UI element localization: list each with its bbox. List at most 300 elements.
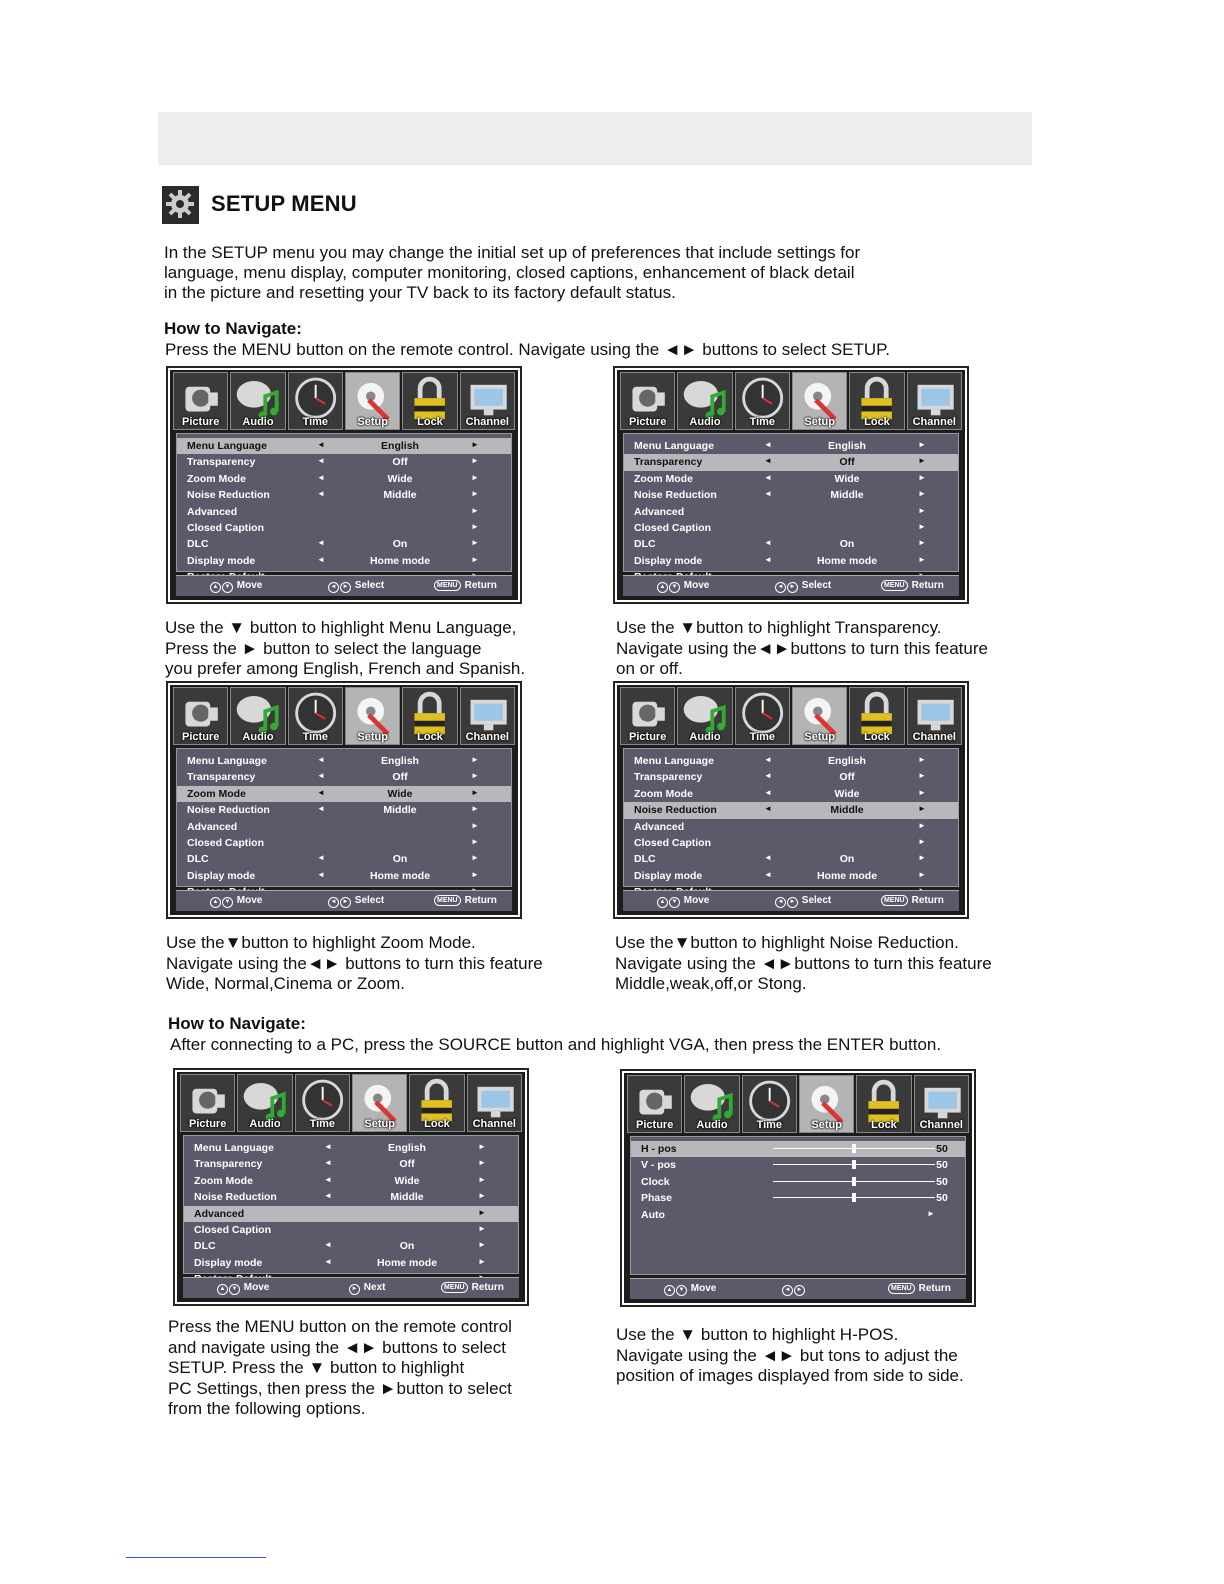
tab-time[interactable] [735, 687, 790, 745]
right-arrow-icon[interactable]: ► [918, 521, 926, 531]
right-arrow-icon[interactable]: ► [471, 771, 479, 781]
menu-row-value: English [381, 440, 419, 452]
right-arrow-icon[interactable]: ► [471, 538, 479, 548]
up-arrow-icon: ▲ [210, 582, 221, 593]
left-arrow-icon[interactable]: ◄ [317, 771, 325, 781]
tab-label: Audio [689, 731, 721, 743]
right-arrow-icon[interactable]: ► [471, 554, 479, 564]
tab-label: Lock [871, 1119, 897, 1131]
right-arrow-icon: ► [349, 1284, 360, 1295]
pc-row-label: Clock [641, 1175, 670, 1188]
menu-row[interactable] [624, 802, 958, 818]
tab-time[interactable] [295, 1074, 350, 1132]
left-arrow-icon[interactable]: ◄ [764, 771, 772, 781]
menu-key-icon: MENU [441, 1282, 468, 1293]
tab-picture[interactable] [180, 1074, 235, 1132]
menu-row[interactable] [184, 1222, 518, 1238]
tab-lock[interactable] [402, 687, 457, 745]
tab-channel[interactable] [907, 687, 962, 745]
menu-row[interactable] [624, 520, 958, 536]
tab-label: Channel [472, 1118, 516, 1130]
menu-tabs [180, 1074, 522, 1132]
menu-row[interactable] [177, 802, 511, 818]
left-arrow-icon[interactable]: ◄ [764, 869, 772, 879]
right-arrow-icon[interactable]: ► [918, 505, 926, 515]
right-arrow-icon[interactable]: ► [471, 853, 479, 863]
right-arrow-icon[interactable]: ► [918, 787, 926, 797]
tab-channel[interactable] [907, 372, 962, 430]
right-arrow-icon[interactable]: ► [478, 1207, 486, 1217]
right-arrow-icon[interactable]: ► [918, 440, 926, 449]
menu-key-icon: MENU [881, 580, 908, 591]
pc-row-value: 50 [936, 1192, 948, 1205]
tab-picture[interactable] [620, 372, 675, 430]
menu-row-value: Home mode [369, 554, 431, 567]
menu-row-label: Zoom Mode [187, 787, 246, 800]
menu-row-label: Closed Caption [634, 521, 712, 534]
menu-footer [176, 890, 512, 911]
menu-row-label: Transparency [634, 456, 703, 469]
menu-row-value: On [399, 1240, 415, 1253]
right-arrow-icon[interactable]: ► [471, 804, 479, 814]
menu-tabs [627, 1075, 969, 1133]
tab-audio[interactable] [677, 687, 732, 745]
menu-row[interactable] [177, 504, 511, 520]
tab-label: Setup [364, 1118, 395, 1130]
tv-frame [177, 1072, 525, 1302]
menu-row[interactable] [624, 769, 958, 785]
right-arrow-icon[interactable]: ► [478, 1256, 486, 1266]
menu-panel [176, 748, 512, 887]
tab-channel[interactable] [467, 1074, 522, 1132]
right-arrow-icon[interactable]: ► [471, 489, 479, 499]
left-arrow-icon[interactable]: ◄ [324, 1256, 332, 1266]
right-arrow-icon[interactable]: ► [471, 521, 479, 531]
tab-lock[interactable] [856, 1075, 911, 1133]
menu-row[interactable] [177, 520, 511, 536]
tab-label: Channel [912, 731, 956, 743]
right-arrow-icon[interactable]: ► [478, 1223, 486, 1233]
pc-row-label: H - pos [641, 1143, 677, 1155]
menu-row-value: Wide [387, 787, 413, 800]
menu-row-label: Menu Language [634, 755, 714, 767]
right-arrow-icon[interactable]: ► [918, 853, 926, 863]
tab-audio[interactable] [230, 687, 285, 745]
tab-picture[interactable] [627, 1075, 682, 1133]
menu-row-label: Noise Reduction [187, 804, 270, 817]
tab-label: Picture [182, 416, 220, 428]
left-arrow-icon[interactable]: ◄ [764, 554, 772, 564]
left-arrow-icon[interactable]: ◄ [317, 869, 325, 879]
right-arrow-icon[interactable]: ► [918, 820, 926, 830]
right-arrow-icon[interactable]: ► [471, 869, 479, 879]
menu-row-label: Noise Reduction [634, 489, 717, 502]
tab-label: Picture [182, 731, 220, 743]
menu-row[interactable] [624, 868, 958, 884]
caption-transparency: Use the ▼button to highlight Transparency. Navigate using the◄►buttons to turn this feature on or off. [616, 618, 988, 678]
tab-label: Lock [424, 1118, 450, 1130]
right-arrow-icon[interactable]: ► [471, 440, 479, 449]
slider-knob[interactable] [852, 1193, 856, 1202]
right-arrow-icon[interactable]: ► [918, 804, 926, 814]
select-hint [775, 895, 831, 908]
menu-row[interactable] [624, 487, 958, 503]
footer-rule [126, 1557, 266, 1558]
move-label: Move [236, 895, 263, 906]
menu-row-value: Middle [830, 489, 864, 502]
tab-label: Time [302, 416, 329, 428]
tab-setup[interactable] [345, 687, 400, 745]
menu-row[interactable] [177, 786, 511, 802]
right-arrow-icon[interactable]: ► [478, 1174, 486, 1184]
tab-picture[interactable] [173, 687, 228, 745]
menu-row[interactable] [184, 1255, 518, 1271]
move-hint [217, 1282, 269, 1295]
menu-row[interactable] [184, 1156, 518, 1172]
menu-row[interactable] [184, 1206, 518, 1222]
menu-row-value: Home mode [369, 869, 431, 882]
menu-row-label: Zoom Mode [187, 472, 246, 485]
right-arrow-icon[interactable]: ► [918, 456, 926, 466]
move-label: Move [690, 1283, 717, 1294]
caption-noise-reduction: Use the▼button to highlight Noise Reduction. Navigate using the ◄►buttons to turn this feature Middle,weak,off,or Stong. [615, 933, 992, 993]
tab-picture[interactable] [173, 372, 228, 430]
down-arrow-icon: ▼ [229, 1284, 240, 1295]
right-arrow-icon[interactable]: ► [471, 820, 479, 830]
tab-time[interactable] [288, 372, 343, 430]
nav-heading-1: How to Navigate: [164, 319, 302, 338]
up-arrow-icon: ▲ [210, 897, 221, 908]
left-arrow-icon[interactable]: ◄ [764, 489, 772, 499]
select-label: Select [801, 580, 832, 591]
menu-row-label: Closed Caption [187, 521, 265, 534]
menu-row-value: Off [839, 456, 855, 469]
right-arrow-icon[interactable]: ► [471, 472, 479, 482]
right-arrow-icon[interactable]: ► [471, 505, 479, 515]
menu-panel [630, 1136, 966, 1275]
menu-footer [176, 575, 512, 596]
right-arrow-icon: ► [794, 1285, 805, 1296]
menu-row[interactable] [624, 753, 958, 769]
menu-row[interactable] [177, 819, 511, 835]
tab-label: Channel [465, 731, 509, 743]
menu-row-label: Zoom Mode [634, 472, 693, 485]
tab-setup[interactable] [799, 1075, 854, 1133]
select-hint [775, 580, 831, 593]
slider-knob[interactable] [852, 1177, 856, 1186]
slider-knob[interactable] [852, 1144, 856, 1153]
left-arrow-icon[interactable]: ◄ [317, 853, 325, 863]
down-arrow-icon: ▼ [669, 897, 680, 908]
tab-setup[interactable] [792, 687, 847, 745]
move-label: Move [683, 580, 710, 591]
return-label: Return [911, 580, 944, 591]
menu-footer [630, 1278, 966, 1299]
tv-menu-3 [166, 681, 522, 919]
select-label: Select [354, 580, 385, 591]
left-arrow-icon[interactable]: ◄ [324, 1240, 332, 1250]
left-arrow-icon[interactable]: ◄ [317, 440, 325, 449]
menu-row-label: Closed Caption [187, 836, 265, 849]
left-arrow-icon[interactable]: ◄ [317, 538, 325, 548]
menu-row[interactable] [624, 471, 958, 487]
menu-row-label: Closed Caption [194, 1223, 272, 1236]
left-arrow-icon[interactable]: ◄ [324, 1191, 332, 1201]
left-arrow-icon[interactable]: ◄ [764, 804, 772, 814]
menu-row-value: On [839, 538, 855, 551]
right-arrow-icon[interactable]: ► [478, 1142, 486, 1151]
caption-pc-settings: Press the MENU button on the remote control and navigate using the ◄► buttons to select SETUP. Press the ▼ button to highlight PC Settings, then press the ►button to select from the following options. [168, 1317, 512, 1418]
tab-label: Picture [629, 416, 667, 428]
tab-audio[interactable] [237, 1074, 292, 1132]
tab-audio[interactable] [684, 1075, 739, 1133]
menu-row[interactable] [624, 454, 958, 470]
pc-row-value: 50 [936, 1159, 948, 1172]
menu-key-icon: MENU [888, 1283, 915, 1294]
menu-row-label: Menu Language [187, 440, 267, 452]
menu-row[interactable] [177, 438, 511, 454]
left-arrow-icon[interactable]: ◄ [317, 554, 325, 564]
return-hint [881, 580, 944, 591]
menu-row[interactable] [177, 753, 511, 769]
tab-audio[interactable] [230, 372, 285, 430]
left-arrow-icon[interactable]: ◄ [764, 755, 772, 764]
left-arrow-icon[interactable]: ◄ [764, 538, 772, 548]
right-arrow-icon[interactable]: ► [918, 554, 926, 564]
tab-setup[interactable] [792, 372, 847, 430]
menu-row[interactable] [177, 835, 511, 851]
move-hint [664, 1283, 716, 1296]
menu-row[interactable] [184, 1238, 518, 1254]
tab-time[interactable] [742, 1075, 797, 1133]
menu-row[interactable] [624, 851, 958, 867]
right-arrow-icon[interactable]: ► [918, 472, 926, 482]
pc-row-auto[interactable] [631, 1207, 965, 1223]
menu-row-value: Off [392, 771, 408, 784]
caption-zoom-mode: Use the▼button to highlight Zoom Mode. Navigate using the◄► buttons to turn this feature Wide, Normal,Cinema or Zoom. [166, 933, 543, 993]
tab-time[interactable] [288, 687, 343, 745]
up-arrow-icon: ▲ [664, 1285, 675, 1296]
left-arrow-icon[interactable]: ◄ [764, 456, 772, 466]
menu-row-label: Transparency [187, 456, 256, 469]
right-arrow-icon[interactable]: ► [471, 836, 479, 846]
menu-row[interactable] [177, 769, 511, 785]
right-arrow-icon: ► [340, 582, 351, 593]
menu-row-label: Menu Language [187, 755, 267, 767]
left-arrow-icon[interactable]: ◄ [764, 472, 772, 482]
menu-panel [623, 748, 959, 887]
menu-row-label: Transparency [187, 771, 256, 784]
tab-channel[interactable] [460, 687, 515, 745]
menu-row-label: Advanced [187, 505, 238, 518]
menu-row[interactable] [177, 851, 511, 867]
menu-tabs [173, 687, 515, 745]
menu-footer [183, 1277, 519, 1298]
left-arrow-icon[interactable]: ◄ [317, 472, 325, 482]
right-arrow-icon[interactable]: ► [918, 489, 926, 499]
left-arrow-icon[interactable]: ◄ [324, 1174, 332, 1184]
tab-setup[interactable] [345, 372, 400, 430]
left-arrow-icon[interactable]: ◄ [317, 804, 325, 814]
left-arrow-icon[interactable]: ◄ [764, 853, 772, 863]
down-arrow-icon: ▼ [676, 1285, 687, 1296]
menu-row-label: Menu Language [634, 440, 714, 452]
menu-row-label: DLC [187, 538, 209, 551]
nav-heading-2: How to Navigate: [168, 1014, 306, 1033]
menu-row-label: DLC [194, 1240, 216, 1253]
left-arrow-icon[interactable]: ◄ [317, 489, 325, 499]
right-arrow-icon[interactable]: ► [918, 869, 926, 879]
tab-lock[interactable] [409, 1074, 464, 1132]
tab-label: Setup [804, 416, 835, 428]
left-arrow-icon[interactable]: ◄ [317, 787, 325, 797]
right-arrow-icon[interactable]: ► [478, 1240, 486, 1250]
menu-row[interactable] [177, 454, 511, 470]
menu-row-value: Middle [383, 489, 417, 502]
menu-row-label: Display mode [634, 869, 703, 882]
menu-row[interactable] [184, 1173, 518, 1189]
menu-row[interactable] [624, 553, 958, 569]
left-arrow-icon: ◄ [782, 1285, 793, 1296]
right-arrow-icon[interactable]: ► [471, 456, 479, 466]
move-hint [210, 580, 262, 593]
return-hint [434, 895, 497, 906]
menu-row[interactable] [624, 786, 958, 802]
left-arrow-icon[interactable]: ◄ [317, 456, 325, 466]
menu-panel [176, 433, 512, 572]
left-arrow-icon[interactable]: ◄ [324, 1158, 332, 1168]
menu-row[interactable] [177, 868, 511, 884]
menu-row[interactable] [177, 471, 511, 487]
menu-row-value: Home mode [376, 1256, 438, 1269]
tv-frame [170, 685, 518, 915]
next-label: Next [363, 1282, 386, 1293]
nav-text-1: Press the MENU button on the remote control. Navigate using the ◄► buttons to select SETUP. [165, 340, 891, 359]
right-arrow-icon[interactable]: ► [478, 1158, 486, 1168]
menu-row[interactable] [177, 553, 511, 569]
menu-row[interactable] [624, 504, 958, 520]
down-arrow-icon: ▼ [222, 582, 233, 593]
tab-setup[interactable] [352, 1074, 407, 1132]
tab-channel[interactable] [914, 1075, 969, 1133]
tab-label: Audio [242, 731, 274, 743]
pc-row-label: Auto [641, 1208, 665, 1221]
tab-lock[interactable] [402, 372, 457, 430]
menu-row-label: Display mode [187, 554, 256, 567]
caption-menu-language: Use the ▼ button to highlight Menu Language, Press the ► button to select the language you prefer among English, French and Spanish. [165, 618, 526, 678]
menu-row[interactable] [177, 536, 511, 552]
pc-row-label: V - pos [641, 1159, 677, 1172]
move-label: Move [236, 580, 263, 591]
menu-row-value: English [828, 755, 866, 767]
return-hint [888, 1283, 951, 1294]
menu-row-value: English [381, 755, 419, 767]
tv-frame [624, 1073, 972, 1303]
left-arrow-icon: ◄ [328, 582, 339, 593]
tab-channel[interactable] [460, 372, 515, 430]
tab-label: Setup [357, 731, 388, 743]
tab-picture[interactable] [620, 687, 675, 745]
menu-row[interactable] [624, 819, 958, 835]
return-label: Return [918, 1283, 951, 1294]
pc-row[interactable] [631, 1174, 965, 1190]
setup-gear-icon [162, 186, 199, 224]
menu-row-value: Middle [383, 804, 417, 817]
tab-label: Lock [864, 416, 890, 428]
menu-row-label: Zoom Mode [194, 1174, 253, 1187]
pc-slider[interactable] [773, 1197, 935, 1198]
right-arrow-icon[interactable]: ► [918, 836, 926, 846]
move-hint [210, 895, 262, 908]
menu-row-label: Noise Reduction [634, 804, 717, 817]
pc-row[interactable] [631, 1141, 965, 1157]
left-arrow-icon[interactable]: ◄ [764, 440, 772, 449]
tv-menu-1 [166, 366, 522, 604]
menu-row-value: On [392, 853, 408, 866]
pc-row[interactable] [631, 1157, 965, 1173]
menu-row-value: English [388, 1142, 426, 1154]
pc-slider[interactable] [773, 1164, 935, 1165]
left-arrow-icon: ◄ [775, 897, 786, 908]
select-hint [328, 895, 384, 908]
menu-row-value: Middle [390, 1191, 424, 1204]
tv-menu-pc [620, 1069, 976, 1307]
pc-slider[interactable] [773, 1148, 935, 1149]
menu-row[interactable] [624, 438, 958, 454]
tv-frame [170, 370, 518, 600]
header-bar [158, 112, 1032, 165]
left-arrow-icon[interactable]: ◄ [324, 1142, 332, 1151]
right-arrow-icon[interactable]: ► [918, 771, 926, 781]
tab-lock[interactable] [849, 372, 904, 430]
right-arrow-icon[interactable]: ► [471, 755, 479, 764]
pc-row[interactable] [631, 1190, 965, 1206]
tab-audio[interactable] [677, 372, 732, 430]
pc-row-value: 50 [936, 1143, 948, 1155]
menu-row-value: Middle [830, 804, 864, 817]
tab-label: Time [302, 731, 329, 743]
move-hint [657, 580, 709, 593]
menu-row-value: On [392, 538, 408, 551]
menu-row-label: Advanced [634, 505, 685, 518]
menu-row[interactable] [177, 487, 511, 503]
tab-label: Time [756, 1119, 783, 1131]
menu-row[interactable] [624, 835, 958, 851]
menu-row[interactable] [184, 1189, 518, 1205]
tab-label: Time [749, 731, 776, 743]
tab-label: Picture [629, 731, 667, 743]
right-arrow-icon: ► [787, 582, 798, 593]
tab-lock[interactable] [849, 687, 904, 745]
pc-slider[interactable] [773, 1181, 935, 1182]
right-arrow-icon[interactable]: ► [471, 787, 479, 797]
menu-panel [623, 433, 959, 572]
right-arrow-icon: ► [787, 897, 798, 908]
left-arrow-icon[interactable]: ◄ [764, 787, 772, 797]
right-arrow-icon[interactable]: ► [918, 755, 926, 764]
menu-row-value: Home mode [816, 554, 878, 567]
right-arrow-icon[interactable]: ► [478, 1191, 486, 1201]
menu-row[interactable] [624, 536, 958, 552]
menu-row[interactable] [184, 1140, 518, 1156]
left-arrow-icon[interactable]: ◄ [317, 755, 325, 764]
menu-key-icon: MENU [434, 895, 461, 906]
tab-time[interactable] [735, 372, 790, 430]
right-arrow-icon[interactable]: ► [918, 538, 926, 548]
move-label: Move [683, 895, 710, 906]
return-label: Return [464, 580, 497, 591]
slider-knob[interactable] [852, 1160, 856, 1169]
